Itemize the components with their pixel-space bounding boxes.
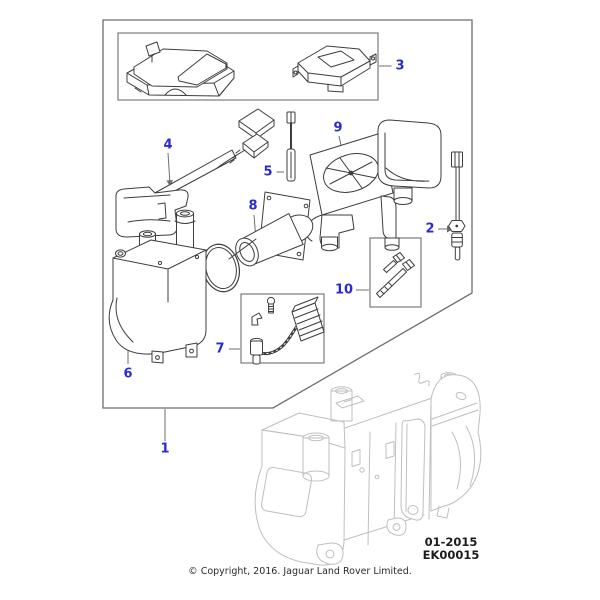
callout-3[interactable]: 3 — [395, 58, 405, 74]
callout-2[interactable]: 2 — [425, 221, 435, 237]
callout-6[interactable]: 6 — [123, 366, 133, 382]
part-8-burner — [231, 192, 317, 270]
webasto-logo-squiggle — [412, 372, 430, 389]
part-4-harness — [116, 109, 274, 237]
part-3-control-unit-right — [293, 46, 376, 92]
callout-4[interactable]: 4 — [163, 137, 173, 153]
part-3-control-unit-left — [127, 42, 234, 96]
copyright-notice: © Copyright, 2016. Jaguar Land Rover Limited. — [188, 566, 412, 577]
part-2-fuel-fitting — [449, 152, 466, 260]
callout-1[interactable]: 1 — [160, 441, 170, 457]
figure-date: 01-2015 — [424, 535, 478, 549]
figure-code: EK00015 — [422, 548, 480, 563]
callout-8[interactable]: 8 — [248, 198, 258, 214]
part-10-bolts — [377, 253, 415, 298]
callout-5[interactable]: 5 — [263, 164, 273, 180]
part-7-cable-kit — [251, 297, 325, 364]
callout-9[interactable]: 9 — [333, 120, 343, 136]
part-5-glow-pin — [287, 112, 295, 181]
callout-10[interactable]: 10 — [334, 282, 354, 298]
figure-reference — [406, 536, 496, 562]
callout-7[interactable]: 7 — [215, 341, 225, 357]
